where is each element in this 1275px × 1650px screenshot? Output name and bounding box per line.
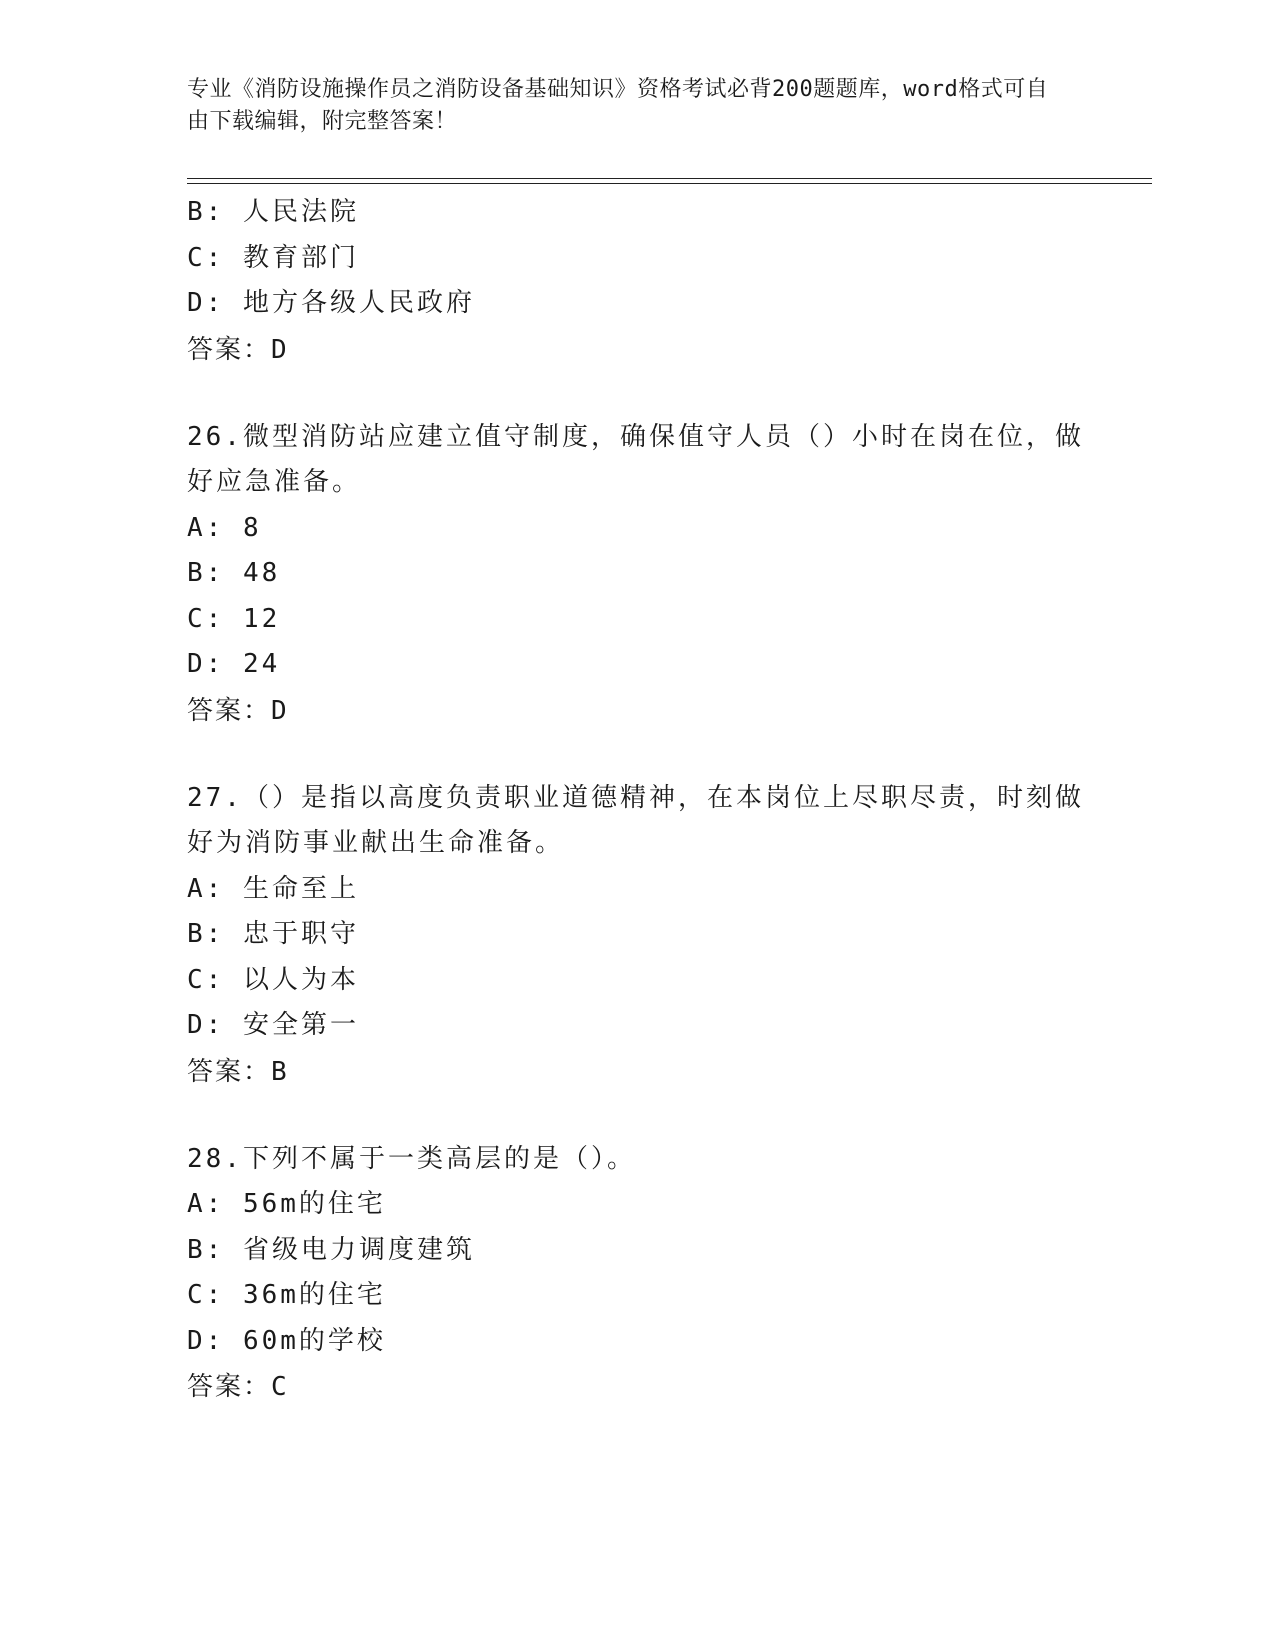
option-label: B: (187, 197, 225, 227)
question-stem: 28.下列不属于一类高层的是（）。 (187, 1143, 636, 1174)
option-label: B: (187, 919, 225, 949)
option-text: 36m的住宅 (242, 1280, 386, 1310)
option-text: 生命至上 (242, 873, 359, 904)
answer-line (187, 688, 1087, 734)
answer-line (187, 1364, 1087, 1410)
option-b (187, 1228, 1087, 1274)
option-label: C: (187, 242, 225, 273)
answer-label: 答案： (187, 695, 272, 726)
answer-label: 答案： (187, 334, 272, 365)
option-text: 人民法院 (242, 197, 359, 227)
prev-question-block (187, 190, 1087, 373)
option-d (187, 642, 1087, 688)
header-rule-bottom (187, 183, 1152, 184)
option-label: B: (187, 1234, 225, 1265)
option-label: D: (187, 288, 225, 318)
answer-value: D (271, 695, 289, 726)
option-text: 8 (242, 512, 262, 543)
option-label: A: (187, 873, 225, 904)
option-text: 省级电力调度建筑 (242, 1234, 475, 1265)
option-a (187, 1182, 1087, 1228)
question-28 (187, 1137, 1087, 1411)
spacer (187, 1095, 1087, 1137)
spacer (187, 734, 1087, 776)
option-text: 教育部门 (242, 242, 359, 273)
option-text: 60m的学校 (242, 1325, 386, 1356)
answer-label: 答案： (187, 1372, 272, 1402)
answer-line (187, 327, 1087, 373)
spacer (187, 373, 1087, 415)
option-text: 24 (242, 649, 281, 679)
option-text: 地方各级人民政府 (242, 288, 475, 318)
option-label: C: (187, 1280, 225, 1310)
question-26 (187, 415, 1087, 734)
option-label: D: (187, 1325, 225, 1356)
option-text: 56m的住宅 (242, 1189, 386, 1219)
document-header: 专业《消防设施操作员之消防设备基础知识》资格考试必背200题题库，word格式可自由下载编辑，附完整答案！ (187, 77, 1049, 134)
answer-value: D (271, 334, 289, 365)
question-27 (187, 776, 1087, 1095)
option-c (187, 236, 1087, 282)
option-d (187, 281, 1087, 327)
question-list (187, 190, 1087, 1410)
option-label: B: (187, 558, 225, 588)
option-c (187, 958, 1087, 1004)
answer-label: 答案： (187, 1056, 272, 1087)
option-c (187, 597, 1087, 643)
answer-value: C (271, 1372, 289, 1402)
question-stem: 26.微型消防站应建立值守制度，确保值守人员（）小时在岗在位，做好应急准备。 (187, 421, 1084, 497)
option-label: C: (187, 603, 225, 634)
option-label: D: (187, 649, 225, 679)
answer-line (187, 1049, 1087, 1095)
option-b (187, 912, 1087, 958)
option-text: 12 (242, 603, 281, 634)
option-a (187, 867, 1087, 913)
answer-value: B (271, 1056, 289, 1087)
option-text: 以人为本 (242, 964, 359, 995)
question-stem: 27.（）是指以高度负责职业道德精神，在本岗位上尽职尽责，时刻做好为消防事业献出生命准备。 (187, 782, 1084, 858)
option-text: 48 (242, 558, 281, 588)
option-b (187, 190, 1087, 236)
option-b (187, 551, 1087, 597)
option-text: 忠于职守 (242, 919, 359, 949)
option-label: A: (187, 512, 225, 543)
option-text: 安全第一 (242, 1010, 359, 1040)
header-rule-top (187, 178, 1152, 179)
option-c (187, 1273, 1087, 1319)
option-label: D: (187, 1010, 225, 1040)
option-label: A: (187, 1189, 225, 1219)
option-d (187, 1319, 1087, 1365)
option-d (187, 1003, 1087, 1049)
option-a (187, 506, 1087, 552)
option-label: C: (187, 964, 225, 995)
